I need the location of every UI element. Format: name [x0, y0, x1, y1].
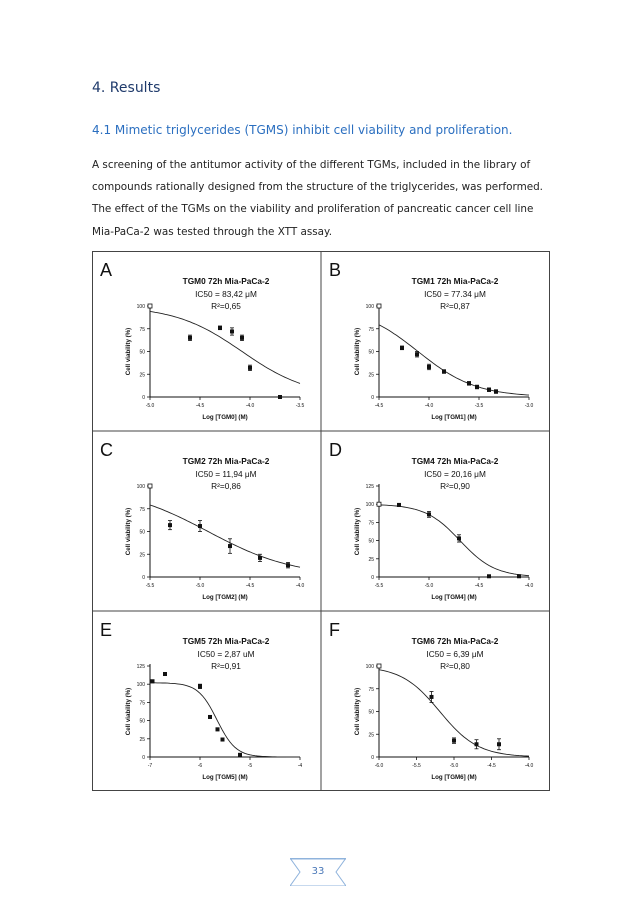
data-point — [475, 385, 479, 389]
section-heading: 4. Results — [92, 80, 161, 96]
panel-ic50: IC50 = 77.34 μM — [424, 289, 486, 299]
panel-r2: R²=0,90 — [440, 481, 470, 491]
x-axis-label: Log [TGM5] (M) — [202, 774, 248, 781]
y-tick-label: 50 — [139, 718, 145, 725]
data-point — [475, 742, 479, 746]
data-point — [148, 304, 152, 308]
data-point — [377, 304, 381, 308]
x-tick-label: -5.0 — [195, 583, 205, 589]
panel-letter: A — [100, 260, 113, 280]
data-point — [208, 715, 212, 719]
x-tick-label: -3.0 — [524, 403, 534, 409]
y-tick-label: 25 — [139, 736, 145, 743]
x-tick-label: -4.5 — [245, 583, 255, 589]
x-tick-label: -5.0 — [449, 763, 459, 769]
y-axis-label: Cell viability (%) — [354, 327, 361, 376]
y-tick-label: 50 — [368, 349, 374, 356]
data-point — [148, 484, 152, 488]
x-tick-label: -5.5 — [412, 763, 421, 769]
y-tick-label: 75 — [139, 506, 145, 513]
y-tick-label: 75 — [139, 700, 145, 707]
y-tick-label: 75 — [139, 326, 145, 333]
panel-ic50: IC50 = 20,16 μM — [424, 469, 486, 479]
fit-curve — [150, 311, 300, 383]
panel-c — [100, 440, 305, 601]
x-tick-label: -5.0 — [424, 583, 434, 589]
y-tick-label: 0 — [371, 575, 374, 581]
panel-r2: R²=0,91 — [211, 661, 241, 671]
y-axis-label: Cell viability (%) — [125, 507, 132, 556]
y-tick-label: 50 — [368, 538, 374, 545]
data-point — [240, 336, 244, 340]
panel-d — [329, 440, 534, 601]
panel-ic50: IC50 = 11,94 μM — [195, 469, 257, 479]
panel-title: TGM6 72h Mia-PaCa-2 — [411, 636, 499, 646]
y-tick-label: 0 — [371, 395, 374, 401]
y-tick-label: 25 — [368, 732, 374, 739]
subsection-heading: 4.1 Mimetic triglycerides (TGMS) inhibit cell viability and proliferation. — [92, 123, 513, 137]
y-tick-label: 125 — [136, 664, 145, 670]
data-point — [427, 365, 431, 369]
panel-r2: R²=0,65 — [211, 301, 241, 311]
panel-f — [329, 620, 534, 781]
panel-letter: B — [329, 260, 342, 280]
data-point — [198, 684, 202, 688]
fit-curve — [150, 505, 300, 567]
y-tick-label: 100 — [136, 484, 145, 490]
x-tick-label: -6 — [197, 763, 203, 769]
x-tick-label: -3.5 — [474, 403, 484, 409]
data-point — [442, 370, 446, 374]
data-point — [457, 536, 461, 540]
x-axis-label: Log [TGM4] (M) — [431, 594, 477, 601]
y-tick-label: 25 — [368, 556, 374, 563]
panel-title: TGM1 72h Mia-PaCa-2 — [411, 276, 499, 286]
data-point — [452, 739, 456, 743]
x-axis-label: Log [TGM0] (M) — [202, 414, 248, 421]
y-tick-label: 50 — [368, 709, 374, 716]
data-point — [286, 563, 290, 567]
x-axis-label: Log [TGM6] (M) — [431, 774, 477, 781]
panel-ic50: IC50 = 83,42 μM — [195, 289, 257, 299]
data-point — [216, 727, 220, 731]
paragraph-line: compounds rationally designed from the structure of the triglycerides, was performed. — [92, 181, 543, 194]
x-tick-label: -4.5 — [474, 583, 484, 589]
panel-title: TGM5 72h Mia-PaCa-2 — [182, 636, 270, 646]
body-paragraph — [92, 154, 548, 243]
x-tick-label: -3.5 — [295, 403, 305, 409]
data-point — [278, 395, 282, 399]
x-tick-label: -4.0 — [424, 403, 434, 409]
y-tick-label: 100 — [136, 682, 145, 689]
data-point — [377, 664, 381, 668]
fit-curve — [379, 505, 529, 576]
paragraph-line: Mia-PaCa-2 was tested through the XTT assay. — [92, 225, 333, 238]
x-tick-label: -4.5 — [195, 403, 205, 409]
panel-letter: D — [329, 440, 342, 460]
data-point — [221, 738, 225, 742]
y-tick-label: 0 — [142, 755, 145, 761]
data-point — [400, 346, 404, 350]
x-axis-label: Log [TGM1] (M) — [431, 414, 477, 421]
data-point — [230, 329, 234, 333]
data-point — [397, 503, 401, 507]
y-tick-label: 25 — [139, 552, 145, 559]
y-tick-label: 100 — [365, 304, 374, 310]
y-tick-label: 75 — [368, 520, 374, 527]
data-point — [198, 524, 202, 528]
data-point — [188, 336, 192, 340]
x-tick-label: -5 — [247, 763, 253, 769]
data-point — [517, 574, 521, 578]
y-axis-label: Cell viability (%) — [125, 687, 132, 736]
x-tick-label: -4.0 — [524, 583, 534, 589]
y-tick-label: 0 — [142, 575, 145, 581]
data-point — [427, 512, 431, 516]
y-tick-label: 100 — [136, 304, 145, 310]
y-tick-label: 0 — [142, 395, 145, 401]
x-tick-label: -7 — [147, 763, 153, 769]
x-tick-label: -5.5 — [145, 583, 155, 589]
x-tick-label: -4.0 — [245, 403, 255, 409]
data-point — [377, 502, 381, 506]
panel-b — [329, 260, 534, 421]
y-tick-label: 25 — [139, 372, 145, 379]
data-point — [248, 366, 252, 370]
data-point — [151, 679, 155, 683]
y-tick-label: 125 — [365, 484, 374, 490]
x-tick-label: -4.5 — [487, 763, 496, 769]
panel-ic50: IC50 = 6,39 μM — [426, 649, 484, 659]
data-point — [430, 695, 434, 699]
y-tick-label: 25 — [368, 372, 374, 379]
y-tick-label: 100 — [365, 502, 374, 509]
panel-a — [100, 260, 305, 421]
y-tick-label: 75 — [368, 326, 374, 333]
y-tick-label: 75 — [368, 686, 374, 693]
x-axis-label: Log [TGM2] (M) — [202, 594, 248, 601]
panel-title: TGM0 72h Mia-PaCa-2 — [182, 276, 270, 286]
data-point — [415, 352, 419, 356]
y-tick-label: 100 — [365, 664, 374, 670]
data-point — [467, 381, 471, 385]
data-point — [228, 544, 232, 548]
paragraph-line: A screening of the antitumor activity of the different TGMs, included in the library of — [92, 159, 531, 171]
panel-r2: R²=0,80 — [440, 661, 470, 671]
data-point — [494, 390, 498, 394]
x-tick-label: -5.5 — [374, 583, 384, 589]
x-tick-label: -5.0 — [145, 403, 155, 409]
panel-title: TGM4 72h Mia-PaCa-2 — [411, 456, 499, 466]
data-point — [487, 388, 491, 392]
panel-letter: C — [100, 440, 113, 460]
data-point — [258, 556, 262, 560]
panel-letter: F — [329, 620, 340, 640]
panel-title: TGM2 72h Mia-PaCa-2 — [182, 456, 270, 466]
panel-letter: E — [100, 620, 113, 640]
y-axis-label: Cell viability (%) — [354, 687, 361, 736]
panel-ic50: IC50 = 2,87 uM — [197, 649, 255, 659]
data-point — [238, 753, 242, 757]
data-point — [163, 672, 167, 676]
x-tick-label: -6.0 — [374, 763, 384, 769]
figure-dose-response-panels — [92, 251, 550, 791]
page-number-frame — [290, 858, 346, 886]
y-tick-label: 0 — [371, 755, 374, 761]
x-tick-label: -4 — [297, 763, 303, 769]
fit-curve — [379, 325, 529, 395]
data-point — [218, 326, 222, 330]
panel-r2: R²=0,87 — [440, 301, 470, 311]
x-tick-label: -4.0 — [524, 763, 534, 769]
data-point — [487, 574, 491, 578]
panel-e — [100, 620, 302, 781]
data-point — [497, 742, 501, 746]
y-tick-label: 50 — [139, 529, 145, 536]
fit-curve — [150, 683, 300, 757]
x-tick-label: -4.0 — [295, 583, 305, 589]
x-tick-label: -4.5 — [374, 403, 384, 409]
y-axis-label: Cell viability (%) — [354, 507, 361, 556]
y-tick-label: 50 — [139, 349, 145, 356]
panel-r2: R²=0,86 — [211, 481, 241, 491]
page-number: 33 — [311, 866, 325, 877]
paragraph-line: The effect of the TGMs on the viability and proliferation of pancreatic cancer cell line — [92, 203, 534, 216]
y-axis-label: Cell viability (%) — [125, 327, 132, 376]
data-point — [168, 523, 172, 527]
